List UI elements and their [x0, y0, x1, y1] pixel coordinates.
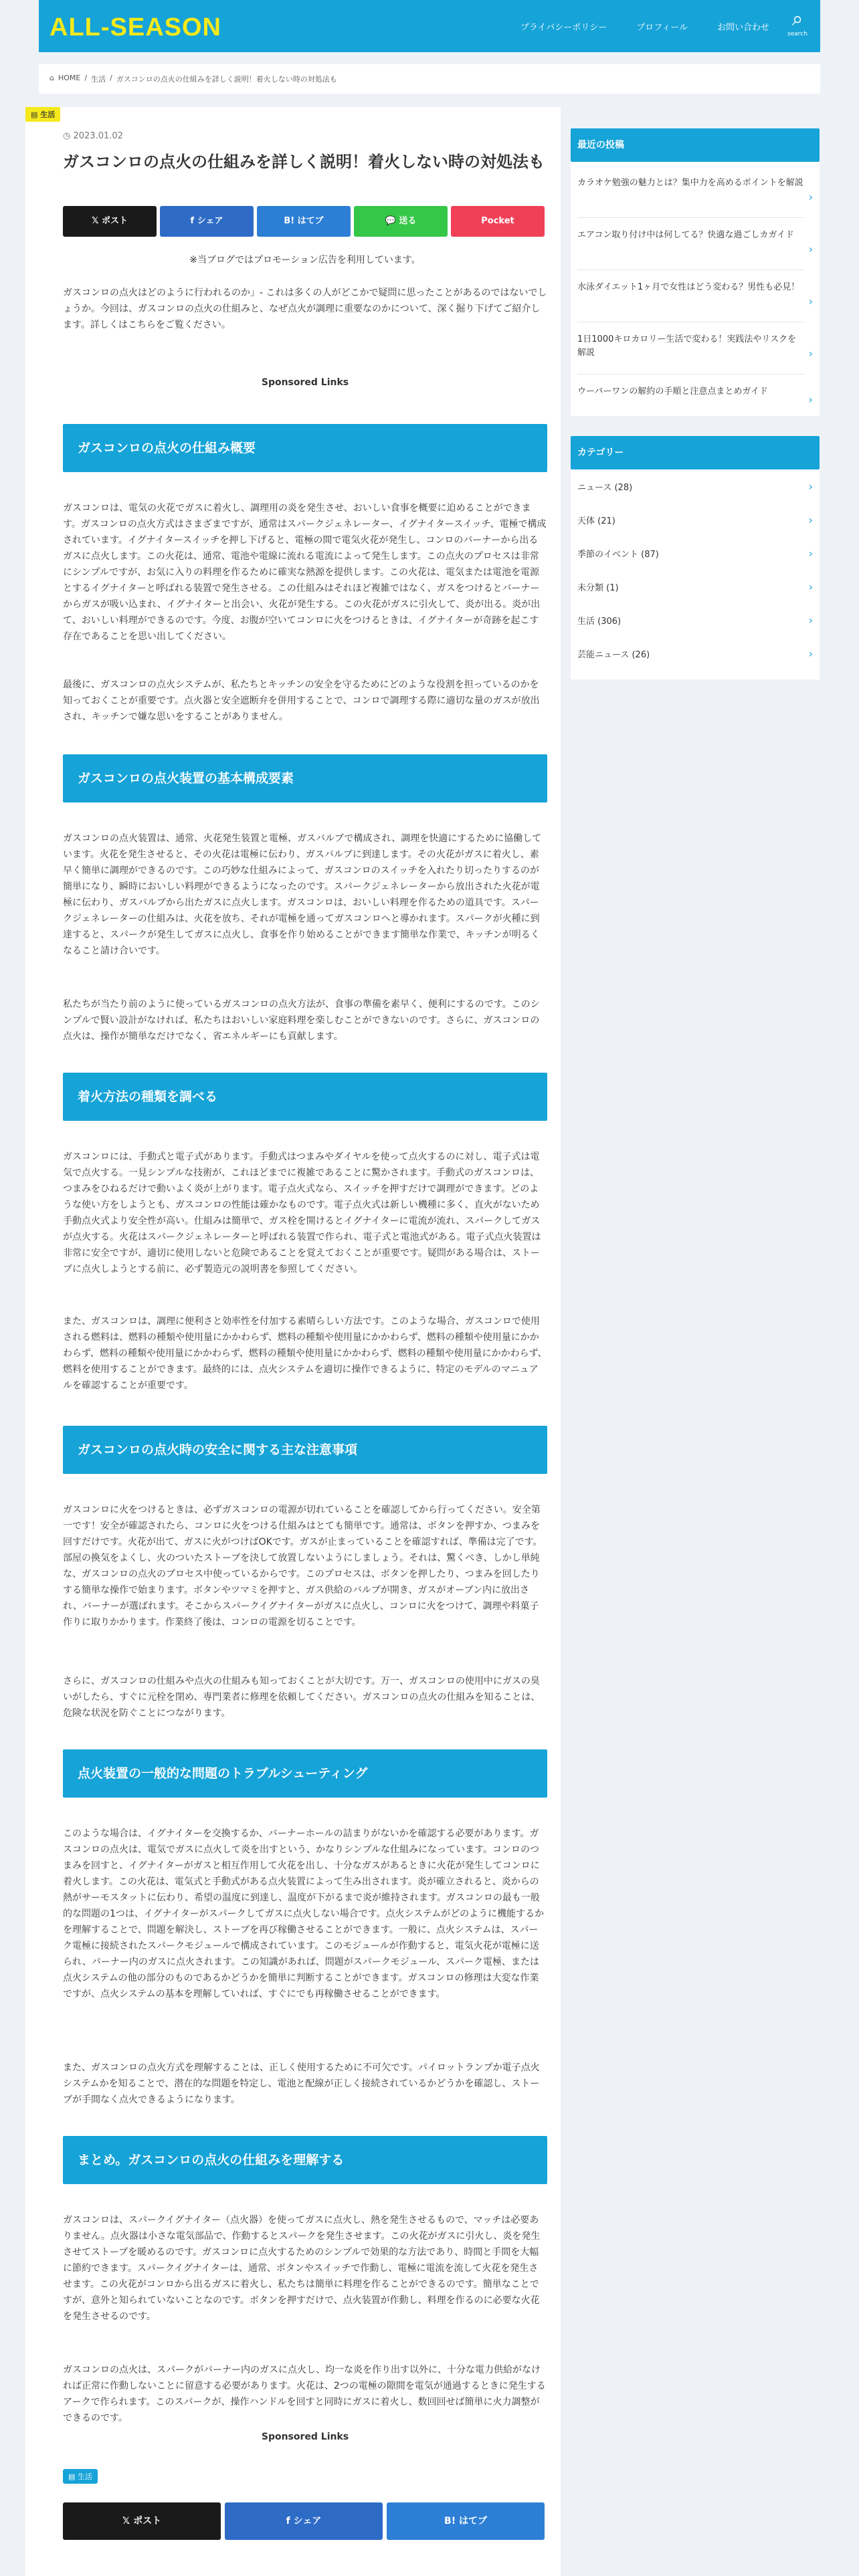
- section-paragraph: 私たちが当たり前のように使っているガスコンロの点火方法が、食事の準備を素早く、便利にするのです。このシンプルで賢い設計がなければ、私たちはおいしい家庭料理を楽しむことができないのです。さらに、ガスコンロの点火は、操作が簡単なだけでなく、省エネルギーにも貢献します。: [63, 999, 540, 1042]
- section-heading: ガスコンロの点火装置の基本構成要素: [63, 754, 547, 802]
- breadcrumb-category[interactable]: 生活: [91, 75, 106, 84]
- recent-post-link[interactable]: 水泳ダイエット1ヶ月で女性はどう変わる？男性も必見！ ›: [577, 281, 805, 322]
- folder-icon: ▤: [31, 110, 41, 119]
- share-pocket-button[interactable]: Pocket: [451, 206, 545, 237]
- chevron-right-icon: ›: [808, 547, 813, 560]
- category-tag[interactable]: ▤ 生活: [63, 2469, 98, 2484]
- home-icon: ⌂: [50, 74, 54, 82]
- section-paragraph: また、ガスコンロは、調理に便利さと効率性を付加する素晴らしい方法です。このような場合、ガスコンロで使用される燃料は、燃料の種類や使用量にかかわらず、燃料の種類や使用量にかかわらず、燃料の種類や使用量にかかわらず、燃料の種類や使用量にかかわらず、燃料の種類や使用量にかかわらず、燃料の種類や使用量にかかわらず、燃料を使用することができます。最終的には、点火システムを適切に操作できるように、特定のモデルのマニュアルを確認することが重要です。: [63, 1316, 547, 1391]
- site-logo[interactable]: ALL-SEASON: [50, 13, 221, 41]
- breadcrumb-sep: /: [84, 74, 88, 82]
- section-heading: 点火装置の一般的な問題のトラブルシューティング: [63, 1749, 547, 1798]
- chevron-right-icon: ›: [808, 514, 813, 526]
- recent-post-link[interactable]: ウーバーワンの解約の手順と注意点まとめガイド ›: [577, 387, 813, 406]
- chevron-right-icon: ›: [808, 393, 813, 406]
- category-badge[interactable]: ▤ 生活: [25, 107, 60, 122]
- share-facebook-button[interactable]: f シェア: [225, 2502, 383, 2540]
- category-link[interactable]: 未分類 (1) ›: [577, 580, 813, 593]
- folder-icon: ▤: [68, 2472, 78, 2481]
- chevron-right-icon: ›: [808, 480, 813, 493]
- search-label: search: [787, 31, 807, 37]
- chevron-right-icon: ›: [808, 190, 813, 203]
- search-button[interactable]: [780, 8, 815, 44]
- section-paragraph: このような場合は、イグナイターを交換するか、バーナーホールの詰まりがないかを確認する必要があります。ガスコンロの点火は、電気でガスに点火して炎を出すという、かなりシンプルな仕組みになっています。コンロのつまみを回すと、イグナイターがガスと相互作用して火花を出し、十分なガスがあるときに火花が発生してコンロに着火します。この火花は、電気式と手動式がある点火装置によって生み出されます。炎が確立されると、炎からの熱がサーモスタットに伝わり、希望の温度に到達し、温度が下がるまで炎が維持されます。ガスコンロの最も一般的な問題の1つは、イグナイターがスパークしてガスに点火しない場合です。点火システムがどのように機能するかを理解することで、問題を解決し、ストーブを再び稼働させることができます。一般に、点火システムは、スパーク電極に接続されたスパークモジュールで構成されています。このモジュールが作動すると、電気火花が電極に送られ、バーナー内のガスに点火されます。この知識があれば、問題がスパークモジュール、スパーク電極、または点火システムの他の部分のものであるかどうかを簡単に判断することができます。ガスコンロの修理は大変な作業ですが、点火システムの基本を理解していれば、すぐにでも再稼働させることができます。: [63, 1828, 545, 2000]
- breadcrumb-current: ガスコンロの点火の仕組みを詳しく説明！着火しない時の対処法も: [116, 75, 337, 84]
- share-buttons-bottom: [63, 2502, 545, 2540]
- section-paragraph: さらに、ガスコンロの仕組みや点火の仕組みも知っておくことが大切です。万一、ガスコンロの使用中にガスの臭いがしたら、すぐに元栓を閉め、専門業者に修理を依頼してください。ガスコンロの点火の仕組みを知ることは、危険な状況を防ぐことにつながります。: [63, 1676, 541, 1719]
- section-paragraph: ガスコンロは、電気の火花でガスに着火し、調理用の炎を発生させ、おいしい食事を概要に迫めることができます。ガスコンロの点火方式はさまざまですが、通常はスパークジェネレーター、イグナイタースイッチ、電極で構成されています。イグナイタースイッチを押し下げると、電極の間で電気火花が発生し、コンロのバーナーから出るガスに点火します。この火花は、通常、電池や電線に流れる電流によって発生します。この点火のプロセスは非常にシンプルですが、お気に入りの料理を作るために確実な熱源を提供します。この火花は、電気または電池を電源とするイグナイターと呼ばれる装置で発生させる。この仕組みはそれほど複雑ではなく、ガスをつけるとバーナーからガスが吸い込まれ、イグナイターと出会い、火花が発生する。この火花がガスに引火して、炎が出る。炎が出て、おいしい料理ができるのです。今度、お腹が空いてコンロに火をつけるときは、イグナイターが奇跡を起こす存在であることを思い出してください。: [63, 503, 547, 642]
- post-date: ◷ 2023.01.02: [63, 131, 123, 141]
- breadcrumb-home[interactable]: HOME: [58, 74, 81, 82]
- share-line-button[interactable]: 💬 送る: [354, 206, 448, 237]
- recent-post-link[interactable]: カラオケ勉強の魅力とは？集中力を高めるポイントを解説 ›: [577, 177, 805, 218]
- category-link[interactable]: 天体 (21) ›: [577, 514, 813, 526]
- category-link[interactable]: ニュース (28) ›: [577, 480, 813, 493]
- section-paragraph: ガスコンロには、手動式と電子式があります。手動式はつまみやダイヤルを使って点火するのに対し、電子式は電気で点火する。一見シンプルな技術が、これほどまでに複雑であることに驚かされます。手動式のガスコンロは、つまみをひねるだけで動いよく炎が上がります。電子点火式なら、スイッチを押すだけで調理ができます。どのような使い方をしようとも、ガスコンロの性能は確かなものです。電子点火式は新しい機種に多く、直火がないため手動点火式より安全性が高い。仕組みは簡単で、ガス栓を開けるとイグナイターに電流が流れ、スパークしてガスが点火する。火花はスパークジェネレーターと呼ばれる装置で作られ、電子式と電池式がある。電子式点火装置は非常に安全ですが、適切に使用しないと危険であることを覚えておくことが重要です。疑問がある場合は、ストーブに点火しようとする前に、必ず製造元の説明書を参照してください。: [63, 1152, 541, 1275]
- section-heading: ガスコンロの点火の仕組み概要: [63, 424, 547, 472]
- recent-post-link[interactable]: エアコン取り付け中は何してる？快適な過ごしカガイド ›: [577, 229, 805, 270]
- chevron-right-icon: ›: [808, 580, 813, 593]
- sponsored-links: Sponsored Links: [261, 377, 349, 388]
- categories-widget: [571, 436, 820, 679]
- article: [25, 107, 561, 2576]
- section-heading: ガスコンロの点火時の安全に関する主な注意事項: [63, 1426, 547, 1474]
- intro-text: ガスコンロの点火はどのように行われるのか」- これは多くの人がどこかで疑問に思ったことがあるのではないでしょうか。今回は、ガスコンロの点火の仕組みと、なぜ点火が調理に重要なのかについて、深く掘り下げてご紹介します。詳しくはこちらをご覧ください。: [63, 288, 547, 330]
- sponsored-links: Sponsored Links: [261, 2432, 349, 2442]
- section-paragraph: ガスコンロの点火装置は、通常、火花発生装置と電極、ガスバルブで構成され、調理を快適にするために協働しています。火花を発生させると、その火花は電極に伝わり、ガスバルブに到達します。その火花がガスに着火し、素早く簡単に調理ができるのです。この巧妙な仕組みによって、ガスコンロのスイッチを入れたり切ったりするのが簡単になり、瞬時においしい料理ができるようになったのです。スパークジェネレーターから放出された火花が電極に伝わり、ガスバルブから出たガスに点火します。ガスコンロは、おいしい料理を作るための道具です。スパークジェネレーターの仕組みは、火花を放ち、それが電極を通ってガスコンロへと導かれます。スパークが火種に到達すると、スパークが発生してガスに点火し、食事を作り始めることができます簡単な作業で、キッチンが明るくなること請け合いです。: [63, 833, 542, 956]
- section-paragraph: ガスコンロは、スパークイグナイター（点火器）を使ってガスに点火し、熱を発生させるもので、マッチは必要ありません。点火器は小さな電気部品で、作動するとスパークを発生させます。この火花がガスに引火し、炎を発生させてストーブを暖めるのです。ガスコンロに点火するためのシンプルで効果的な方法であり、時間と手間を大幅に節約できます。スパークイグナイターは、通常、ボタンやスイッチで作動し、電極に電流を流して火花を発生させます。この火花がコンロから出るガスに着火し、私たちは簡単に料理を作ることができるのです。簡単なことですが、意外と知られていないことなのです。ボタンを押すだけで、点火装置が作動し、料理を作るのに必要な火花を発生させるのです。: [63, 2215, 541, 2322]
- site-header: [39, 0, 820, 52]
- widget-title: 最近の投稿: [571, 128, 820, 162]
- nav-contact[interactable]: お問い合わせ: [717, 23, 769, 33]
- section-paragraph: また、ガスコンロの点火方式を理解することは、正しく使用するために不可欠です。パイロットランプか電子点火システムかを知ることで、潜在的な問題を特定し、電池と配線が正しく接続されているかどうかを確認し、ストーブが手間なく点火できるようになります。: [63, 2062, 540, 2105]
- chevron-right-icon: ›: [808, 242, 813, 255]
- section-paragraph: 最後に、ガスコンロの点火システムが、私たちとキッチンの安全を守るためにどのような役割を担っているのかを知っておくことが重要です。点火器と安全遮断弁を併用することで、コンロで調理する際に適切な量のガスが放出され、キッチンで嫌な思いをすることがありません。: [63, 679, 540, 722]
- chevron-right-icon: ›: [808, 647, 813, 660]
- breadcrumb-bar: [39, 64, 820, 94]
- promo-notice: ※当ブログではプロモーション広告を利用しています。: [189, 255, 421, 265]
- recent-post-link[interactable]: 1日1000キロカロリー生活で変わる！実践法やリスクを解説 ›: [577, 333, 805, 374]
- breadcrumb: [50, 74, 337, 84]
- chevron-right-icon: ›: [808, 614, 813, 627]
- category-link[interactable]: 芸能ニュース (26) ›: [577, 647, 813, 660]
- category-link[interactable]: 季節のイベント (87) ›: [577, 547, 813, 560]
- share-buttons-top: [63, 206, 545, 237]
- clock-icon: ◷: [63, 131, 74, 141]
- share-x-button[interactable]: 𝕏 ポスト: [63, 206, 157, 237]
- share-hatena-button[interactable]: B! はてブ: [257, 206, 351, 237]
- chevron-right-icon: ›: [808, 346, 813, 360]
- recent-posts-widget: [571, 128, 820, 416]
- breadcrumb-sep: /: [110, 74, 112, 82]
- section-heading: 着火方法の種類を調べる: [63, 1073, 547, 1121]
- section-heading: まとめ。ガスコンロの点火の仕組みを理解する: [63, 2136, 547, 2184]
- nav-privacy[interactable]: プライバシーポリシー: [520, 23, 607, 33]
- share-facebook-button[interactable]: f シェア: [160, 206, 254, 237]
- category-link[interactable]: 生活 (306) ›: [577, 614, 813, 627]
- share-x-button[interactable]: 𝕏 ポスト: [63, 2502, 221, 2540]
- nav-profile[interactable]: プロフィール: [636, 23, 688, 33]
- widget-title: カテゴリー: [571, 436, 820, 469]
- main-nav: [520, 20, 769, 33]
- search-icon: ⌕: [791, 7, 803, 31]
- section-paragraph: ガスコンロに火をつけるときは、必ずガスコンロの電源が切れていることを確認してから行ってください。安全第一です！安全が確認されたら、コンロに火をつける仕組みはとても簡単です。通常は、ボタンを押すか、つまみを回すだけです。火花が出て、ガスに火がつけばOKです。ガスが止まっていることを確認すれば、準備は完了です。部屋の換気をよくし、火のついたストーブを決して放置しないようにしましょう。それは、驚くべき、しかし単純な、ガスコンロの点火のプロセス中使っているからです。このプロセスは、ボタンを押したり、つまみを回したりする簡単な操作で始まります。ボタンやツマミを押すと、ガス供給のバルブが開き、ガスがオーブン内に放出され、バーナーが選ばれます。そこからスパークイグナイターがガスに点火し、コンロに火をつけて、調理や料菓子作りに取りかかります。作業終了後は、コンロの電源を切ることです。: [63, 1505, 543, 1628]
- share-hatena-button[interactable]: B! はてブ: [387, 2502, 545, 2540]
- page-title: ガスコンロの点火の仕組みを詳しく説明！着火しない時の対処法も: [63, 152, 545, 171]
- section-paragraph: ガスコンロの点火は、スパークがバーナー内のガスに点火し、均一な炎を作り出す以外に、十分な電力供給がなければ正常に作動しないことに留意する必要があります。火花は、2つの電極の隙間を電気が通過するときに発生するアークで作られます。このスパークが、操作ハンドルを回すと同時にガスに着火し、数回回せば簡単に火力調整ができるのです。: [63, 2365, 546, 2424]
- chevron-right-icon: ›: [808, 294, 813, 308]
